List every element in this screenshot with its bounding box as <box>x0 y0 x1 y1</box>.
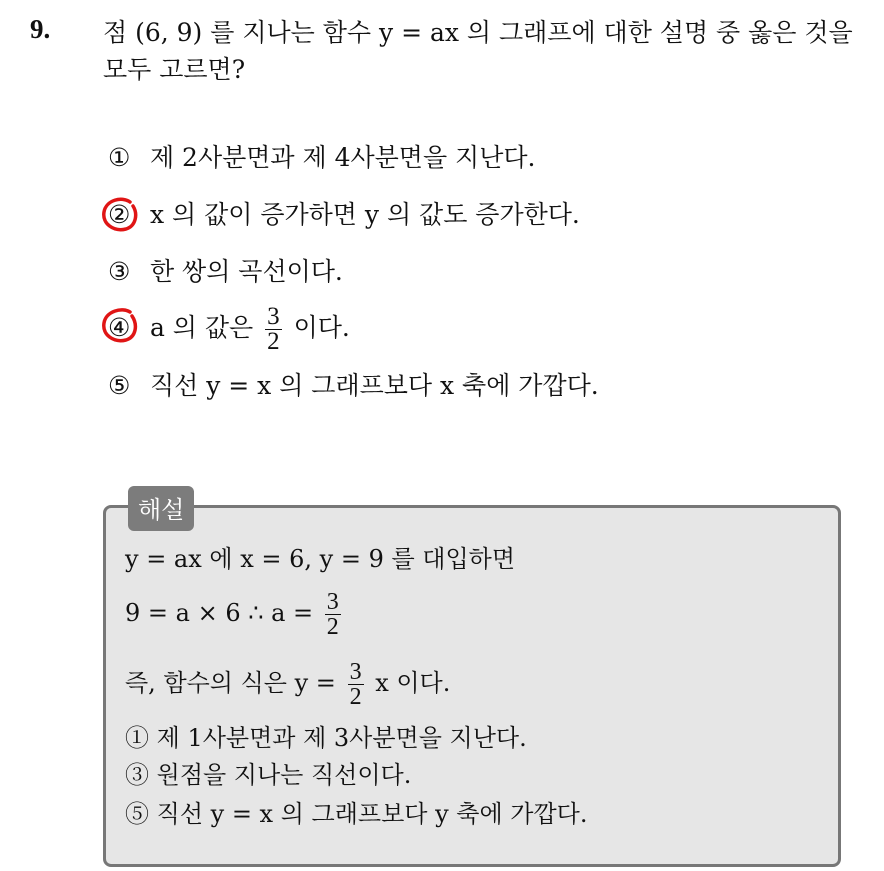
solution-line-3-after: x 이다. <box>375 669 451 697</box>
choice-2-mark: ② <box>108 200 131 229</box>
choice-4-frac-den: 2 <box>267 328 280 355</box>
solution-label: 해설 <box>128 486 194 531</box>
choice-3-text: 한 쌍의 곡선이다. <box>149 257 343 286</box>
stem-line-2: 모두 고르면? <box>103 55 246 84</box>
choice-4-mark: ④ <box>108 313 131 342</box>
choice-1[interactable] <box>108 142 535 174</box>
solution-line-2-den: 2 <box>326 614 339 640</box>
choice-4-text-after: 이다. <box>293 313 350 342</box>
solution-line-2 <box>125 590 345 639</box>
choice-4[interactable] <box>108 305 350 354</box>
choice-4-fraction <box>265 305 282 354</box>
choice-5-text: 직선 y = x 의 그래프보다 x 축에 가깝다. <box>149 371 599 400</box>
choice-2-text: x 의 값이 증가하면 y 의 값도 증가한다. <box>149 200 580 229</box>
solution-line-1: y = ax 에 x = 6, y = 9 를 대입하면 <box>125 545 516 573</box>
solution-line-4: ① 제 1사분면과 제 3사분면을 지난다. <box>125 724 527 752</box>
choice-1-mark: ① <box>108 143 131 172</box>
choice-5-mark: ⑤ <box>108 371 131 400</box>
choice-4-text: a 의 값은 <box>149 313 254 342</box>
choice-1-text: 제 2사분면과 제 4사분면을 지난다. <box>149 143 536 172</box>
solution-line-3-fraction <box>348 660 364 709</box>
choice-4-frac-num: 3 <box>267 303 280 330</box>
solution-line-3-den: 2 <box>349 684 362 710</box>
solution-line-3-num: 3 <box>349 659 362 685</box>
answer-circle-icon <box>100 305 140 345</box>
solution-line-5: ③ 원점을 지나는 직선이다. <box>125 761 412 789</box>
choice-5[interactable] <box>108 370 599 402</box>
problem-number: 9. <box>30 14 51 44</box>
stem-line-1: 점 (6, 9) 를 지나는 함수 y = ax 의 그래프에 대한 설명 중 옳은 것을 <box>103 18 853 47</box>
choice-2[interactable] <box>108 199 580 231</box>
choice-3[interactable] <box>108 256 343 288</box>
solution-line-3-text: 즉, 함수의 식은 y = <box>125 669 336 697</box>
solution-line-3 <box>125 660 450 709</box>
solution-line-2-text: 9 = a × 6 ∴ a = <box>125 599 314 627</box>
solution-line-6: ⑤ 직선 y = x 의 그래프보다 y 축에 가깝다. <box>125 800 588 828</box>
solution-line-2-fraction <box>325 590 341 639</box>
solution-line-2-num: 3 <box>326 589 339 615</box>
choice-3-mark: ③ <box>108 257 131 286</box>
answer-circle-icon <box>100 194 140 234</box>
problem-stem <box>103 14 873 88</box>
